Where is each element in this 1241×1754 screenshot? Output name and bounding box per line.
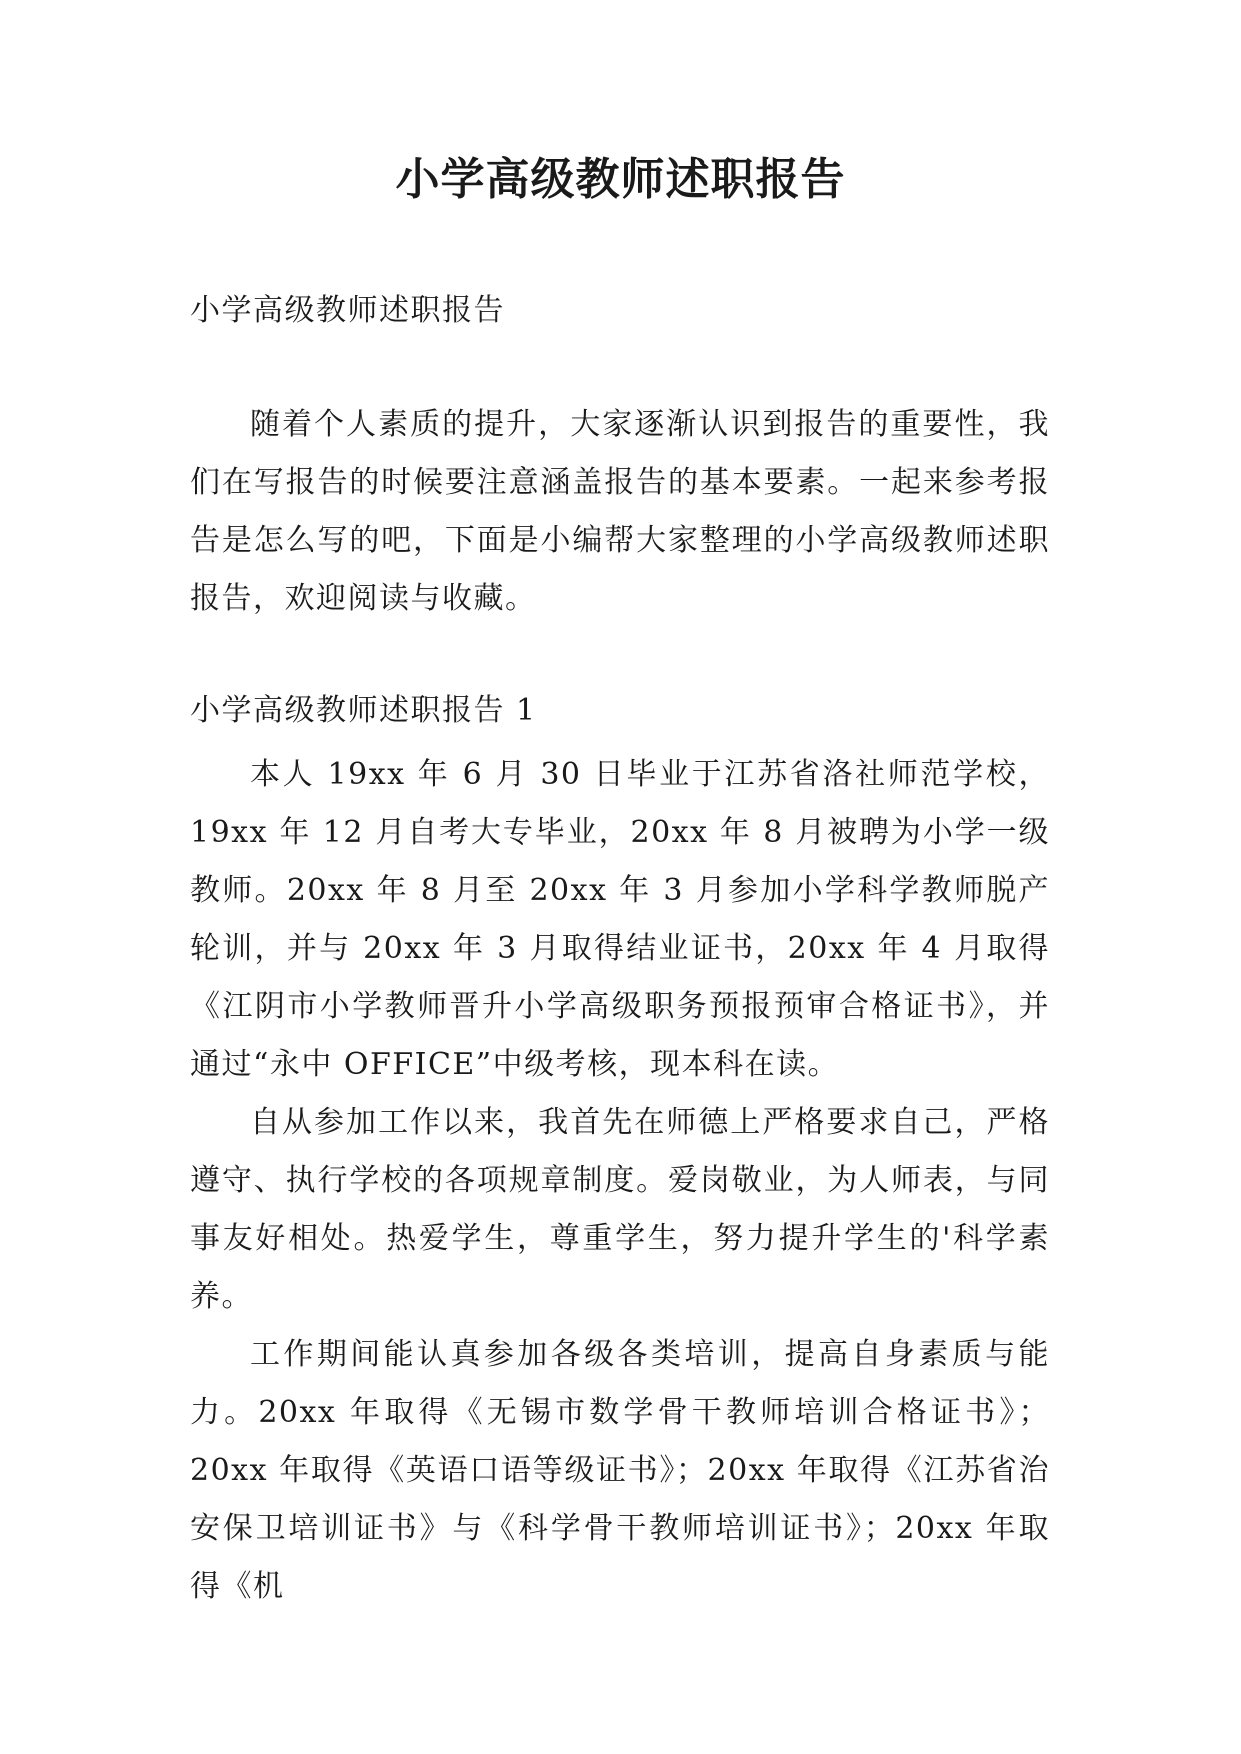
body-paragraph: 本人 19xx 年 6 月 30 日毕业于江苏省洛社师范学校，19xx 年 12 月自考大专毕业，20xx 年 8 月被聘为小学一级教师。20xx 年 8 月至 20xx 年 3 月参加小学科学教师脱产轮训，并与 20xx 年 3 月取得结业证书，20xx 年 4 月取得《江阴市小学教师晋升小学高级职务预报预审合格证书》，并通过“永中 OFFICE”中级考核，现本科在读。 <box>190 757 1050 1082</box>
body-paragraph: 工作期间能认真参加各级各类培训，提高自身素质与能力。20xx 年取得《无锡市数学骨干教师培训合格证书》；20xx 年取得《英语口语等级证书》；20xx 年取得《江苏省治安保卫培训证书》与《科学骨干教师培训证书》；20xx 年取得《机 <box>190 1337 1050 1604</box>
document-subtitle: 小学高级教师述职报告 <box>190 293 505 328</box>
intro-paragraph: 随着个人素质的提升，大家逐渐认识到报告的重要性，我们在写报告的时候要注意涵盖报告的基本要素。一起来参考报告是怎么写的吧，下面是小编帮大家整理的小学高级教师述职报告，欢迎阅读与收藏。 <box>190 407 1050 616</box>
body-paragraph: 自从参加工作以来，我首先在师德上严格要求自己，严格遵守、执行学校的各项规章制度。爱岗敬业，为人师表，与同事友好相处。热爱学生，尊重学生，努力提升学生的'科学素养。 <box>190 1105 1050 1314</box>
section-heading: 小学高级教师述职报告 1 <box>190 693 537 728</box>
document-body <box>190 282 1050 1616</box>
document-title: 小学高级教师述职报告 <box>395 154 846 205</box>
